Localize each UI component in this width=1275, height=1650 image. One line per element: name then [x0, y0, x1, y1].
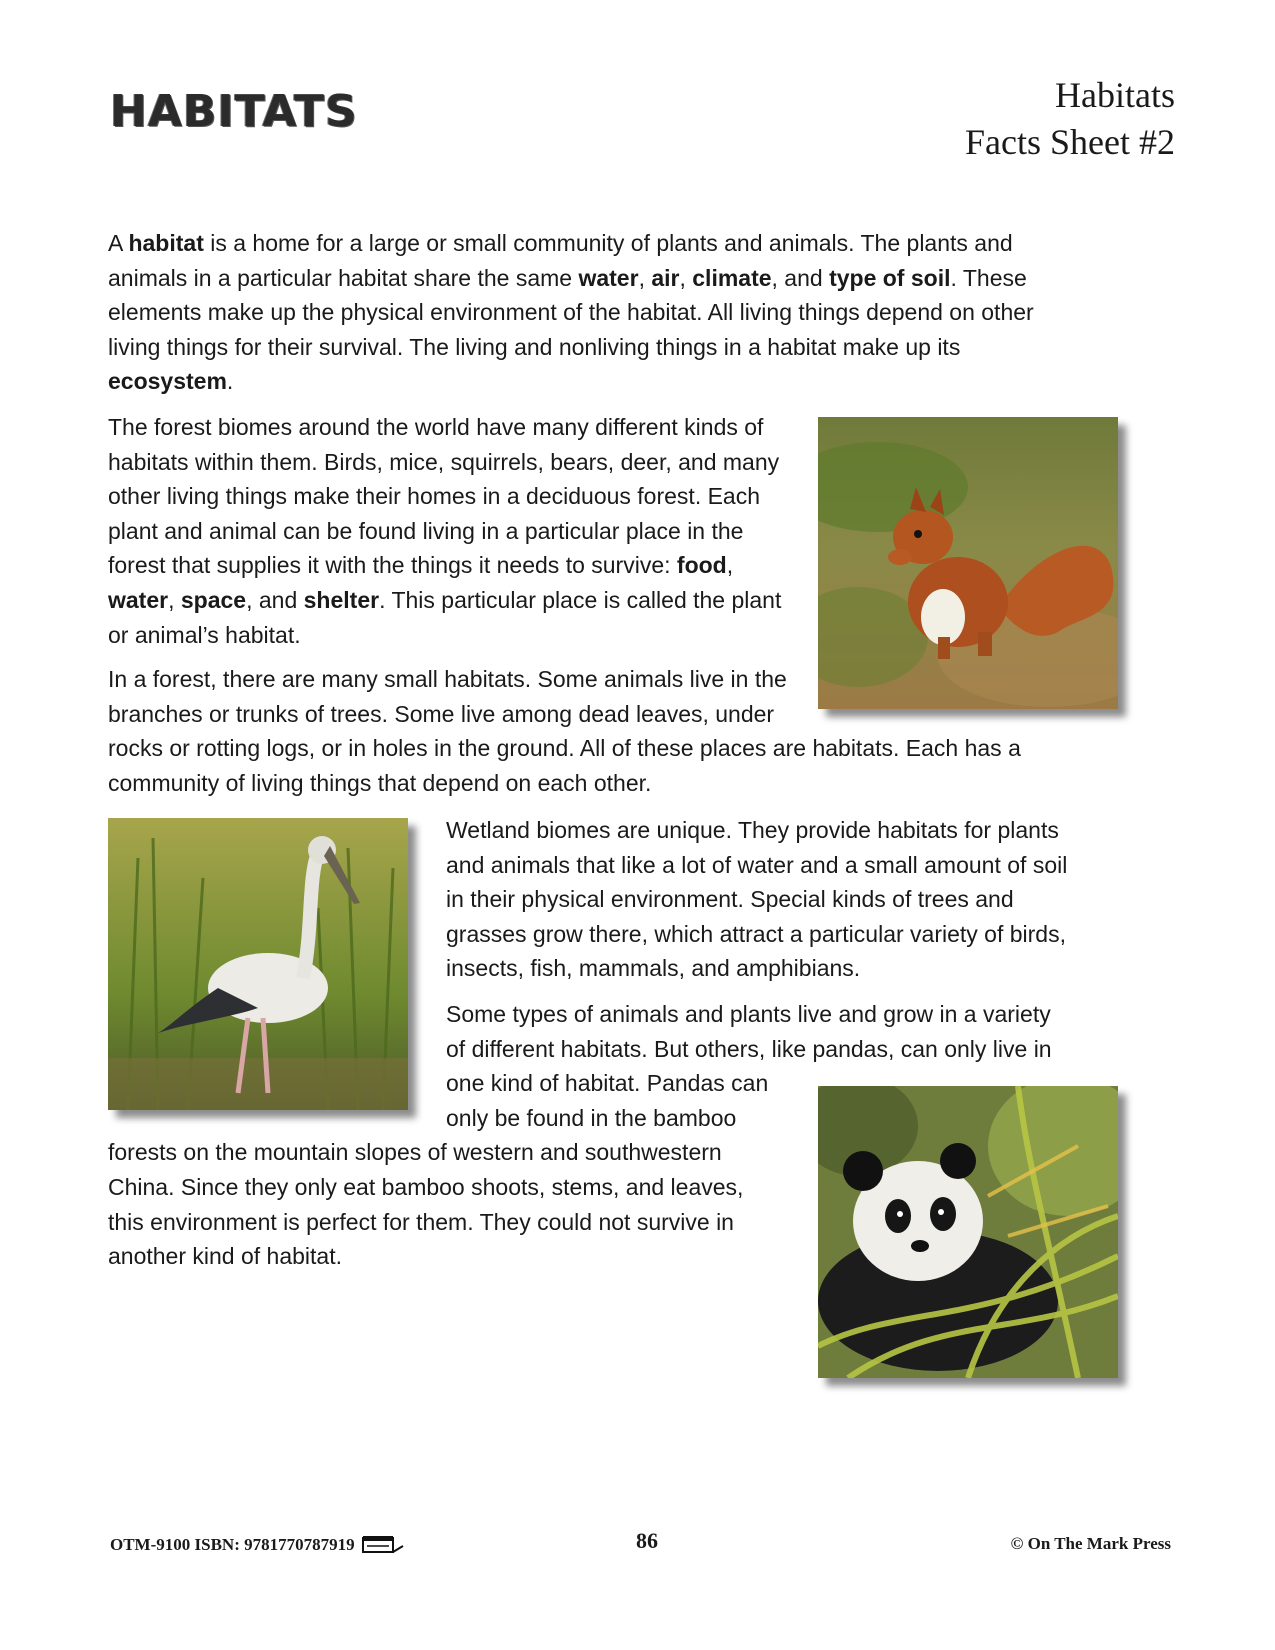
paragraph-small-habitats: In a forest, there are many small habitats. Some animals live in the branches or trunks of trees. Some live among dead leaves, under rocks or rotting logs, or in holes in the ground. All of these places are habitats. Each has a community of living things that depend on each other.	[108, 666, 1021, 796]
squirrel-photo	[818, 417, 1118, 709]
page-title	[965, 72, 1175, 166]
paragraph-wetland-biomes: Wetland biomes are unique. They provide habitats for plants and animals that like a lot of water and a small amount of soil in their physical environment. Special kinds of trees and grasses grow there, which attract a particular variety of birds, insects, fish, mammals, and amphibians.	[446, 817, 1068, 982]
page-number: 86	[636, 1528, 658, 1553]
paragraph-pandas: Some types of animals and plants live and grow in a variety of different habitats. But others, like pandas, can only live in one kind of habitat. Pandas can only be found in the bamboo forests on the mountain slopes of western and southwestern China. Since they only eat bamboo shoots, stems, and leaves, this environment is perfect for them. They could not survive in another kind of habitat.	[108, 1001, 1052, 1270]
stork-photo	[108, 818, 408, 1110]
footer-isbn-text: OTM-9100 ISBN: 9781770787919	[110, 1535, 355, 1554]
paragraph-habitat-definition: A habitat is a home for a large or small community of plants and animals. The plants and animals in a particular habitat share the same water, air, climate, and type of soil. These elements make up the physical environment of the habitat. All living things depend on other living things for their survival. The living and nonliving things in a habitat make up its ecosystem.	[108, 230, 1034, 395]
panda-photo	[818, 1086, 1118, 1378]
title-line-1: Habitats	[1055, 75, 1175, 115]
book-icon	[361, 1534, 405, 1556]
footer-isbn	[110, 1534, 405, 1556]
title-line-2: Facts Sheet #2	[965, 122, 1175, 162]
footer-copyright: © On The Mark Press	[1010, 1534, 1171, 1553]
paragraph-forest-biomes: The forest biomes around the world have many different kinds of habitats within them. Birds, mice, squirrels, bears, deer, and many other living things make their homes in a deciduous forest. Each plant and animal can be found living in a particular place in the forest that supplies it with the things it needs to survive: food, water, space, and shelter. This particular place is called the plant or animal’s habitat.	[108, 414, 782, 648]
habitats-logo: HABITATS	[110, 86, 358, 137]
